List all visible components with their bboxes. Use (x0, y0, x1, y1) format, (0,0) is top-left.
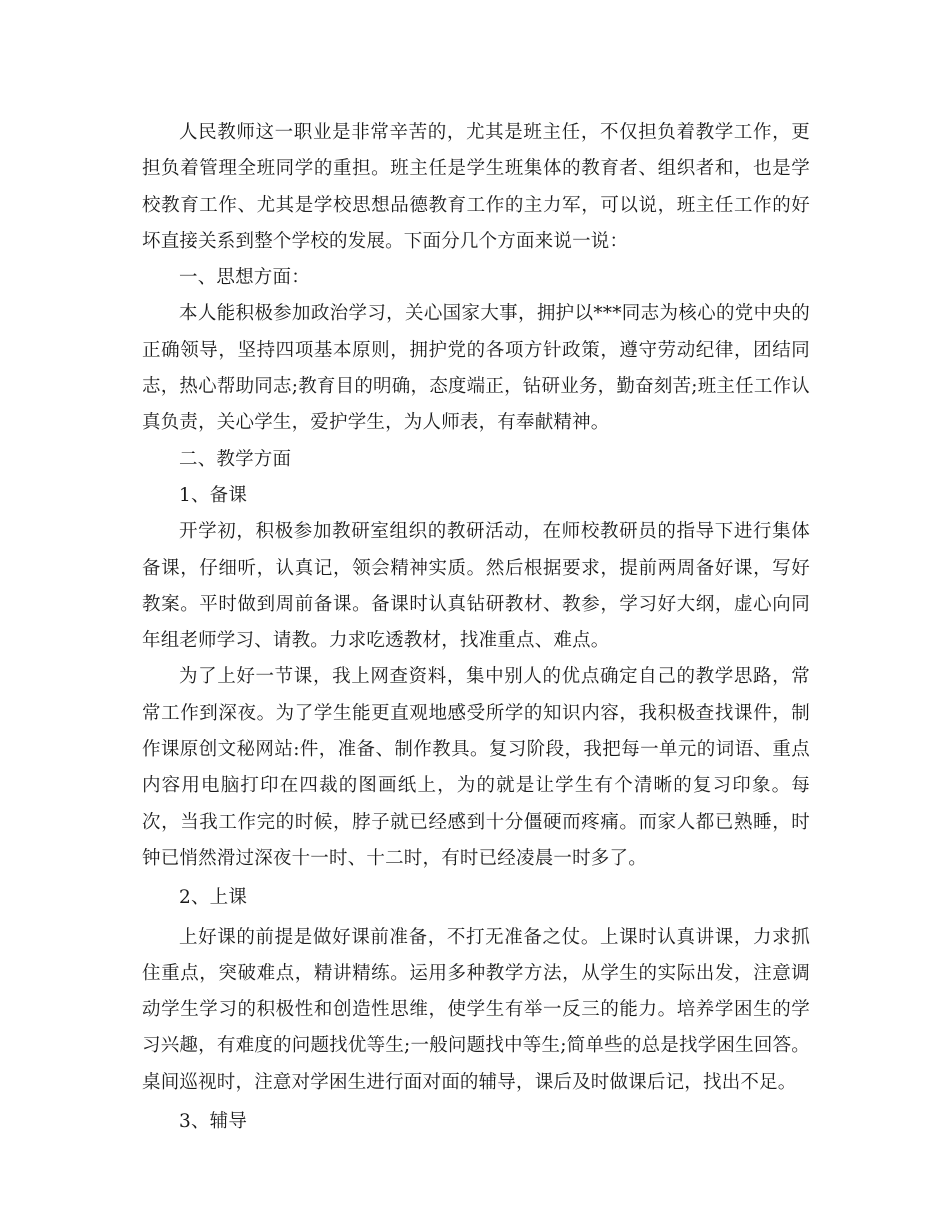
lesson-prep-paragraph-2: 为了上好一节课，我上网查资料，集中别人的优点确定自己的教学思路，常常工作到深夜。为了学生能更直观地感受所学的知识内容，我积极查找课件，制作课原创文秘网站:件，准备、制作教具。复习阶段，我把每一单元的词语、重点内容用电脑打印在四裁的图画纸上，为的就是让学生有个清晰的复习印象。每次，当我工作完的时候，脖子就已经感到十分僵硬而疼痛。而家人都已熟睡，时钟已悄然滑过深夜十一时、十二时，有时已经凌晨一时多了。 (142, 666, 810, 869)
document-body (142, 115, 810, 1140)
section-heading-thought: 一、思想方面： (179, 267, 310, 289)
lesson-prep-paragraph-1: 开学初，积极参加教研室组织的教研活动，在师校教研员的指导下进行集体备课，仔细听，认真记，领会精神实质。然后根据要求，提前两周备好课，写好教案。平时做到周前备课。备课时认真钻研教材、教参，学习好大纲，虚心向同年组老师学习、请教。力求吃透教材，找准重点、难点。 (142, 521, 810, 652)
subheading-lesson-prep: 1、备课 (179, 484, 248, 506)
section-heading-teaching: 二、教学方面 (179, 448, 292, 470)
class-paragraph: 上好课的前提是做好课前准备，不打无准备之仗。上课时认真讲课，力求抓住重点，突破难点，精讲精练。运用多种教学方法，从学生的实际出发，注意调动学生学习的积极性和创造性思维，使学生有举一反三的能力。培养学困生的学习兴趣，有难度的问题找优等生;一般问题找中等生;简单些的总是找学困生回答。桌间巡视时，注意对学困生进行面对面的辅导，课后及时做课后记，找出不足。 (142, 926, 810, 1093)
intro-paragraph: 人民教师这一职业是非常辛苦的，尤其是班主任，不仅担负着教学工作，更担负着管理全班同学的重担。班主任是学生班集体的教育者、组织者和，也是学校教育工作、尤其是学校思想品德教育工作的主力军，可以说，班主任工作的好坏直接关系到整个学校的发展。下面分几个方面来说一说： (142, 122, 810, 252)
subheading-tutoring: 3、辅导 (179, 1111, 248, 1133)
subheading-class: 2、上课 (179, 887, 248, 909)
thought-paragraph: 本人能积极参加政治学习，关心国家大事，拥护以***同志为核心的党中央的正确领导，坚持四项基本原则，拥护党的各项方针政策，遵守劳动纪律，团结同志，热心帮助同志;教育目的明确，态度端正，钻研业务，勤奋刻苦;班主任工作认真负责，关心学生，爱护学生，为人师表，有奉献精神。 (142, 303, 810, 434)
